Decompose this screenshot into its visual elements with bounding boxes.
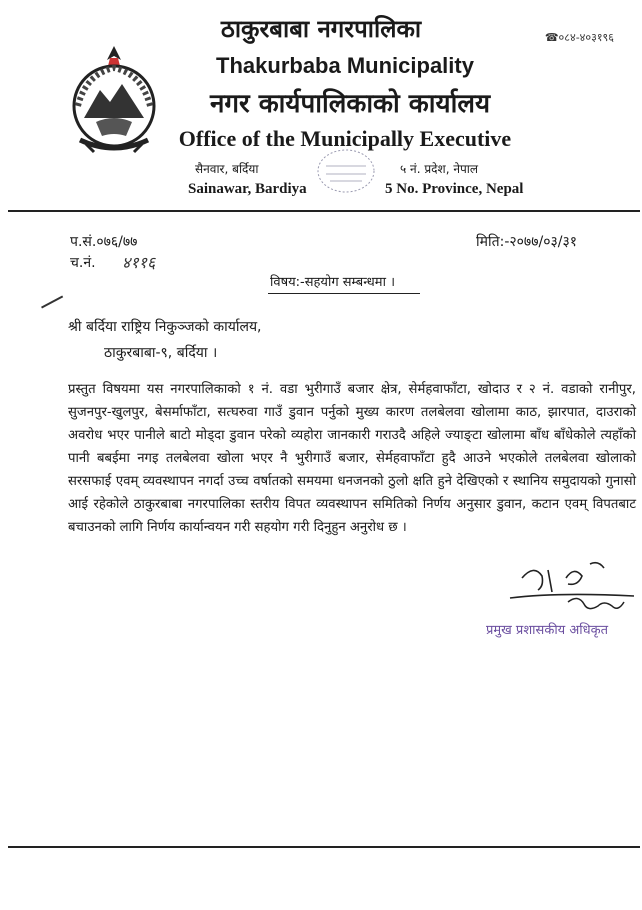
municipality-name-np: ठाकुरबाबा नगरपालिका	[220, 15, 422, 43]
signature	[508, 556, 638, 616]
dispatch-number-value: ४११६	[122, 253, 156, 272]
office-name-np: नगर कार्यपालिकाको कार्यालय	[209, 89, 491, 119]
subject-line: विषय:-सहयोग सम्बन्धमा ।	[270, 275, 396, 290]
addressee-line-2: ठाकुरबाबा-९, बर्दिया ।	[104, 345, 218, 361]
office-stamp	[316, 148, 376, 194]
signer-title: प्रमुख प्रशासकीय अधिकृत	[486, 623, 609, 638]
address-right-np: ५ नं. प्रदेश, नेपाल	[400, 162, 479, 176]
municipality-name-en: Thakurbaba Municipality	[216, 53, 474, 78]
address-right-en: 5 No. Province, Nepal	[385, 181, 524, 197]
dispatch-number-label: च.नं.	[70, 255, 96, 271]
phone-number: ☎०८४-४०३१९६	[544, 31, 614, 44]
letter-body: प्रस्तुत विषयमा यस नगरपालिकाको १ नं. वडा भुरीगाउँ बजार क्षेत्र, सेर्महवाफाँटा, खोदाउ र २ नं. वडाको रानीपुर, सुजनपुर-खुलपुर, बेसर्माफाँटा, सत्घरुवा गाउँ डुवान पर्नुको मुख्य कारण तलबेलवा खोलामा काठ, झारपात, दाउराको अवरोध भएर पानीले बाटो मोड्दा डुवान परेको व्यहोरा जानकारी गराउदै अहिले ज्याङ्टा खोलामा बाँध बाँधेकोले त्यहाँको पानी बबईमा नगइ तलबेलवा खोला भएर नै भुरीगाउँ बजार, सेर्महवाफाँटा हुदै आउने भएकोले तलबेलवा खोलाको सरसफाई एवम् व्यवस्थापन नगर्दा उच्च वर्षातको समयमा धनजनको ठुलो क्षति हुने देखिएको र स्थानिय समुदायको गुनासो आई रहेकोले ठाकुरबाबा नगरपालिका स्तरीय विपत व्यवस्थापन समितिको निर्णय अनुसार डुवान, कटान एवम् विपतबाट बचाउनको लागि निर्णय कार्यान्वयन गरी सहयोग गरी दिनुहुन अनुरोध छ ।	[68, 382, 636, 535]
address-left-en: Sainawar, Bardiya	[188, 181, 307, 197]
address-left-np: सैनवार, बर्दिया	[195, 162, 259, 176]
reference-number: प.सं.०७६/७७	[70, 234, 138, 250]
letter-date: मिति:-२०७७/०३/३१	[476, 234, 578, 250]
footer-divider	[8, 846, 640, 848]
subject-underline	[268, 293, 420, 294]
nepal-emblem-icon	[66, 44, 162, 156]
tick-mark	[41, 295, 63, 308]
addressee-line-1: श्री बर्दिया राष्ट्रिय निकुञ्जको कार्यालय,	[68, 319, 262, 335]
office-name-en: Office of the Municipally Executive	[178, 126, 512, 151]
header-divider	[8, 210, 640, 212]
